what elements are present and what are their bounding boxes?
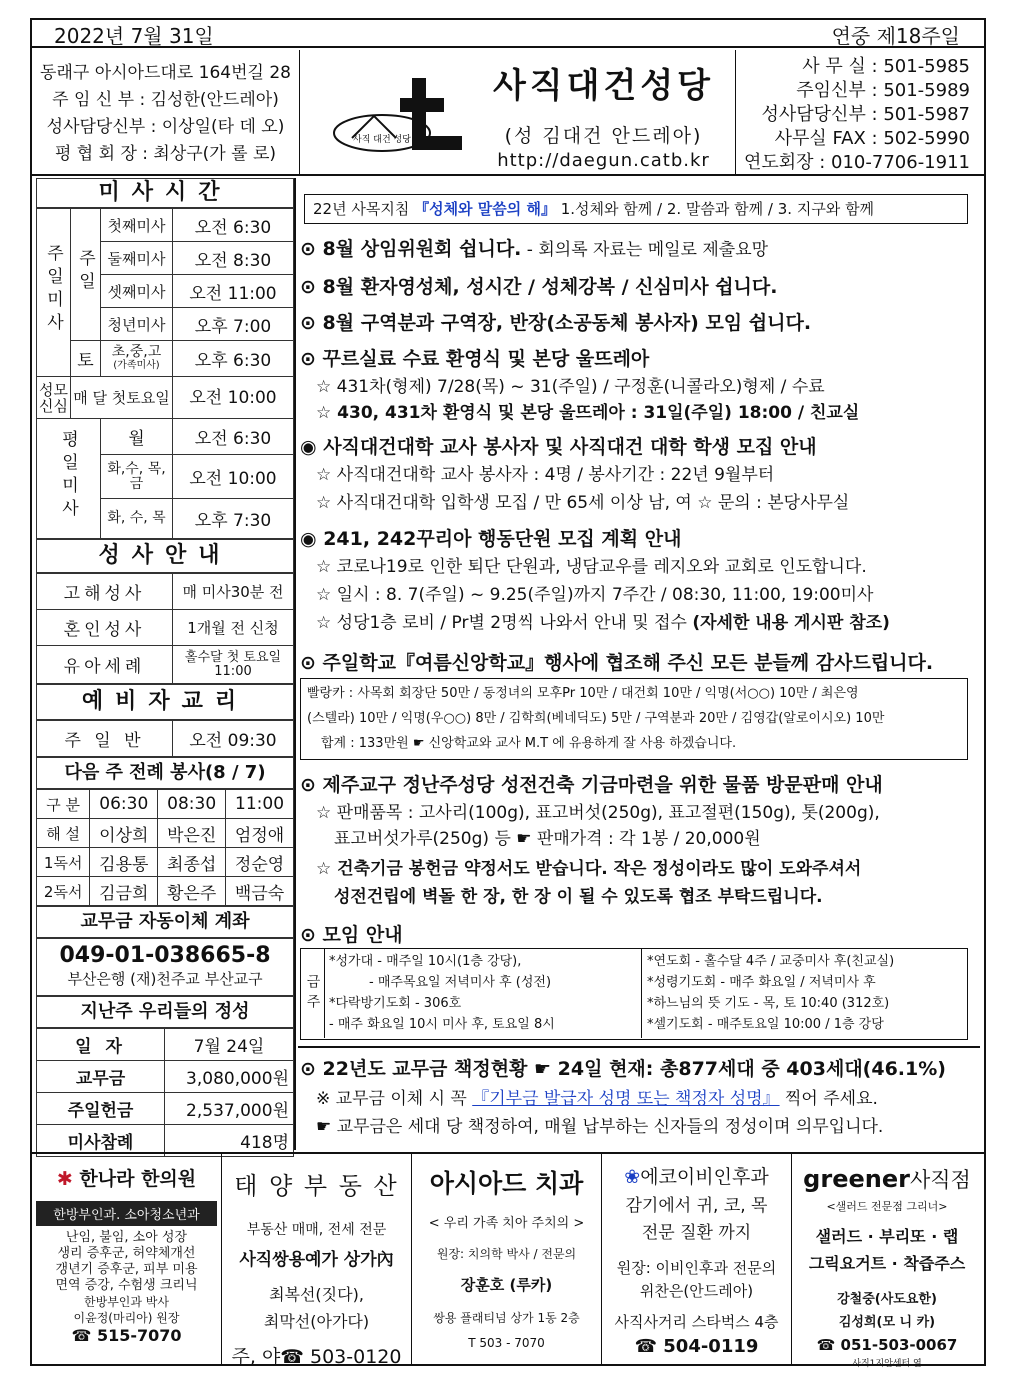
mass-time: 오전 8:30 <box>173 242 294 275</box>
notice-6-line-c <box>316 608 890 633</box>
notice-10-title: 22년도 교무금 책정현황 ☛ 24일 현재: 총877세대 중 403세대(46.1%) <box>322 1058 946 1080</box>
sacrament-name: 유아세례 <box>37 646 173 684</box>
sacrament-name: 고해성사 <box>37 574 173 610</box>
sacrament-value: 1개월 전 신청 <box>173 610 294 646</box>
donation-box <box>300 678 968 760</box>
meeting-divider <box>641 949 642 1038</box>
notice-5-line-a: ☆ 사직대건대학 교사 봉사자 : 4명 / 봉사기간 : 22년 9월부터 <box>316 465 775 485</box>
mass-name: 첫째미사 <box>101 209 173 242</box>
ad-greener <box>792 1154 982 1369</box>
catechism-name: 주 일 반 <box>37 721 173 757</box>
offering-value: 2,537,000원 <box>165 1093 294 1125</box>
notice-8-line-d: 성전건립에 벽돌 한 장, 한 장 이 될 수 있도록 협조 부탁드립니다. <box>334 887 823 907</box>
sat-mass-time: 오후 6:30 <box>173 341 294 377</box>
meeting-box <box>300 948 968 1040</box>
left-column <box>36 178 294 1157</box>
ad-line: 최막선(아가다) <box>263 1312 370 1331</box>
ad-dental-name: 아시아드 치과 <box>429 1169 584 1198</box>
ad-greener-en: greener <box>803 1165 910 1193</box>
service-cell: 이상희 <box>90 819 158 848</box>
service-table <box>36 789 294 906</box>
church-title-block <box>472 50 736 176</box>
notice-10-a-post: 찍어 주세요. <box>779 1089 878 1109</box>
notice-1-rest: - 회의록 자료는 메일로 제출요망 <box>521 240 769 260</box>
church-logo <box>312 58 472 168</box>
account-bank: 부산은행 (재)천주교 부산교구 <box>67 970 263 988</box>
flower-icon: ✱ <box>56 1168 73 1190</box>
offering-name: 교무금 <box>37 1061 165 1093</box>
church-header <box>32 50 984 176</box>
service-cell: 박은진 <box>158 819 226 848</box>
weekday-time: 오후 7:30 <box>173 499 294 539</box>
sacrament-table <box>36 573 294 684</box>
notice-10-line-a <box>316 1084 878 1109</box>
meeting-item: *다락방기도회 - 306호 <box>329 996 462 1011</box>
meeting-item: *셀기도회 - 매주토요일 10:00 / 1층 강당 <box>647 1017 884 1032</box>
notice-7: ⊙ 주일학교『여름신앙학교』행사에 협조해 주신 모든 분들께 감사드립니다. <box>300 652 934 674</box>
service-cell: 최종섭 <box>158 848 226 877</box>
sacrament-name: 혼인성사 <box>37 610 173 646</box>
service-cell: 정순영 <box>226 848 294 877</box>
sacrament-value: 홀수달 첫 토요일 11:00 <box>173 646 294 684</box>
ad-line: 쌍용 플래티넘 상가 1동 2층 <box>433 1311 580 1325</box>
mass-table <box>36 208 294 539</box>
liturgical-week: 연중 제18주일 <box>831 24 960 48</box>
account-number: 049-01-038665-8 <box>59 943 271 968</box>
notice-9: ⊙ 모임 안내 <box>300 924 403 946</box>
column-divider <box>294 178 296 1150</box>
sacrament-value: 매 미사30분 전 <box>173 574 294 610</box>
service-role: 1독서 <box>37 848 90 877</box>
ad-line: 김성희(모 니 카) <box>838 1315 936 1330</box>
ad-greener-title <box>792 1164 982 1194</box>
sacrament-title: 성사안내 <box>36 539 294 573</box>
offering-value: 418명 <box>165 1125 294 1157</box>
notice-3: ⊙ 8월 구역분과 구역장, 반장(소공동체 봉사자) 모임 쉽니다. <box>300 312 812 334</box>
notice-5: ◉ 사직대건대학 교사 봉사자 및 사직대건 대학 학생 모집 안내 <box>300 436 817 458</box>
meeting-item: - 매주 화요일 10시 미사 후, 토요일 8시 <box>329 1017 555 1032</box>
issue-date: 2022년 7월 31일 <box>54 24 214 48</box>
catechism-title: 예비자교리 <box>36 684 294 720</box>
ad-line: <샐러드 전문점 그리너> <box>826 1200 948 1213</box>
meeting-item: *하느님의 뜻 기도 - 목, 토 10:40 (312호) <box>647 996 890 1011</box>
weekday-mass-label: 평일미사 <box>58 430 78 522</box>
notice-10-line-b: ☛ 교무금은 세대 당 책정하여, 매월 납부하는 신자들의 정성이며 의무입니다. <box>316 1117 884 1137</box>
church-info <box>32 50 300 176</box>
ad-line: 면역 증강, 수험생 크리닉 <box>55 1278 198 1293</box>
ad-line: 장훈호 (루카) <box>460 1276 553 1294</box>
saturday-label: 토 <box>71 341 101 377</box>
ad-line: < 우리 가족 치아 주치의 > <box>428 1216 585 1231</box>
notice-10-a-pre: ※ 교무금 이체 시 꼭 <box>316 1089 473 1109</box>
ad-hanuiwon-band: 한방부인과. 소아청소년과 <box>36 1201 217 1226</box>
ad-line: 한방부인과 박사 <box>84 1295 169 1309</box>
phone-office: 사 무 실 : 501-5985 <box>802 56 970 77</box>
offering-name: 일 자 <box>37 1029 165 1061</box>
banner-pre: 22년 사목지침 <box>313 200 415 218</box>
ad-ent-title <box>602 1162 791 1189</box>
ad-line: 사직사거리 스타벅스 4층 <box>614 1313 779 1331</box>
meeting-label <box>301 949 325 1038</box>
service-header: 08:30 <box>158 790 226 819</box>
ad-hanuiwon-title <box>32 1164 221 1191</box>
notice-6-line-a: ☆ 코로나19로 인한 퇴단 단원과, 냉담교우를 레지오와 교회로 인도합니다. <box>316 557 867 577</box>
mass-time: 오전 11:00 <box>173 275 294 308</box>
service-cell: 엄정애 <box>226 819 294 848</box>
meeting-item: - 매주목요일 저녁미사 후 (성전) <box>369 975 552 990</box>
phone-fax: 사무실 FAX : 502-5990 <box>774 128 970 149</box>
ad-realestate <box>222 1154 412 1366</box>
ad-line: 생리 증후군, 허약체개선 <box>57 1246 196 1261</box>
offering-title: 지난주 우리들의 정성 <box>36 996 294 1028</box>
ad-line: 최복선(짓다), <box>269 1285 364 1304</box>
offering-name: 미사참례 <box>37 1125 165 1157</box>
pastoral-guideline-banner <box>304 194 968 224</box>
notice-6-title: 241, 242꾸리아 행동단원 모집 계획 안내 <box>323 528 682 550</box>
notice-3-title: 8월 구역분과 구역장, 반장(소공동체 봉사자) 모임 쉽니다. <box>322 312 812 334</box>
notice-5-title: 사직대건대학 교사 봉사자 및 사직대건 대학 학생 모집 안내 <box>323 436 817 458</box>
phone-yeondo: 연도회장 : 010-7706-1911 <box>743 152 970 173</box>
ad-line: 부동산 매매, 전세 전문 <box>246 1222 387 1238</box>
sunday-mass-label: 주일미사 <box>43 244 63 336</box>
notice-6: ◉ 241, 242꾸리아 행동단원 모집 계획 안내 <box>300 528 682 550</box>
ad-line: 사직쌍용예가 상가內 <box>239 1250 394 1270</box>
notice-4-title: 꾸르실료 수료 환영식 및 본당 울뜨레아 <box>322 348 650 370</box>
ad-line: 원장: 치의학 박사 / 전문의 <box>436 1247 577 1261</box>
mass-name: 둘째미사 <box>101 242 173 275</box>
ad-line: 그릭요거트 · 착즙주스 <box>808 1254 966 1273</box>
catechism-table <box>36 720 294 757</box>
meeting-left <box>329 951 641 1035</box>
church-address: 동래구 아시아드대로 164번길 28 <box>40 63 291 83</box>
notice-5-line-b: ☆ 사직대건대학 입학생 모집 / 만 65세 이상 남, 여 ☆ 문의 : 본당사무실 <box>316 493 850 513</box>
ad-line: 난임, 불임, 소아 성장 <box>65 1230 188 1245</box>
eco-logo-icon: ❀ <box>624 1166 641 1188</box>
notice-4: ⊙ 꾸르실료 수료 환영식 및 본당 울뜨레아 <box>300 348 650 370</box>
weekday-name: 월 <box>101 419 173 455</box>
notice-2: ⊙ 8월 환자영성체, 성시간 / 성체강복 / 신심미사 쉽니다. <box>300 276 778 298</box>
ad-phone: ☎ 504-0119 <box>634 1336 759 1357</box>
sat-mass-sub: (가족미사) <box>113 359 160 371</box>
meeting-item: *성가대 - 매주일 10시(1층 강당), <box>329 954 522 969</box>
ad-line: T 503 - 7070 <box>468 1336 545 1350</box>
service-title: 다음 주 전례 봉사(8 / 7) <box>36 757 294 789</box>
ad-line: 이윤정(마리아) 원장 <box>73 1311 180 1325</box>
notice-8-line-b: 표고버섯가루(250g) 등 ☛ 판매가격 : 각 1봉 / 20,000원 <box>334 829 761 849</box>
ad-phone: ☎ 051-503-0067 <box>816 1336 958 1354</box>
account-box <box>36 938 294 996</box>
holy-time: 오전 10:00 <box>173 377 294 419</box>
pastor-line: 주 임 신 부 : 김성한(안드레아) <box>52 90 279 110</box>
notice-8-title: 제주교구 정난주성당 성전건축 기금마련을 위한 물품 방문판매 안내 <box>322 774 883 796</box>
church-name: 사직대건성당 <box>492 66 715 106</box>
weekday-name: 화, 수, 목 <box>101 499 173 539</box>
notice-9-title: 모임 안내 <box>322 924 403 946</box>
offering-value: 3,080,000원 <box>165 1061 294 1093</box>
ad-line: 갱년기 증후군, 피부 미용 <box>55 1262 198 1277</box>
notice-6-line-c-text: ☆ 성당1층 로비 / Pr별 2명씩 나와서 안내 및 접수 <box>316 613 693 633</box>
notice-8-line-c: ☆ 건축기금 봉헌금 약정서도 받습니다. 작은 정성이라도 많이 도와주셔서 <box>316 859 862 879</box>
ad-ent-name: 에코이비인후과 <box>640 1166 769 1188</box>
ad-hanuiwon <box>32 1154 222 1366</box>
service-cell: 백금숙 <box>226 877 294 906</box>
ad-phone: 주, 야☎ 503-0120 <box>231 1346 402 1368</box>
ad-line: 샐러드 · 부리또 · 랩 <box>815 1227 959 1246</box>
assistant-pastor-line: 성사담당신부 : 이상일(타 데 오) <box>46 117 285 137</box>
church-url[interactable]: http://daegun.catb.kr <box>497 150 710 171</box>
notice-1-title: 8월 상임위원회 쉽니다. <box>322 238 522 260</box>
phone-list <box>738 52 982 172</box>
mass-name: 셋째미사 <box>101 275 173 308</box>
banner-post: 1.성체와 함께 / 2. 말씀과 함께 / 3. 지구와 함께 <box>555 200 875 218</box>
meeting-item: *연도회 - 홀수달 4주 / 교중미사 후(친교실) <box>647 954 895 969</box>
notice-8: ⊙ 제주교구 정난주성당 성전건축 기금마련을 위한 물품 방문판매 안내 <box>300 774 883 796</box>
offering-value: 7월 24일 <box>165 1029 294 1061</box>
notice-8-line-a: ☆ 판매품목 : 고사리(100g), 표고버섯(250g), 표고절편(150g), 톳(200g), <box>316 803 880 823</box>
advertisement-bar <box>32 1152 984 1369</box>
service-header: 11:00 <box>226 790 294 819</box>
account-title: 교무금 자동이체 계좌 <box>36 906 294 938</box>
service-header: 구 분 <box>37 790 90 819</box>
holy-name: 매 달 첫토요일 <box>71 377 173 419</box>
service-role: 해 설 <box>37 819 90 848</box>
ad-hanuiwon-name: 한나라 한의원 <box>79 1168 197 1190</box>
notice-7-title: 주일학교『여름신앙학교』행사에 협조해 주신 모든 분들께 감사드립니다. <box>322 652 934 674</box>
notice-10: ⊙ 22년도 교무금 책정현황 ☛ 24일 현재: 총877세대 중 403세대(46.1%) <box>300 1058 946 1080</box>
donation-total: 합계 : 133만원 ☛ 신앙학교와 교사 M.T 에 유용하게 잘 사용 하겠습니다. <box>321 736 737 751</box>
mass-time: 오후 7:00 <box>173 308 294 341</box>
ad-greener-ko: 사직점 <box>909 1168 971 1192</box>
donation-line: 빨랑카 : 사목회 회장단 50만 / 동정녀의 모후Pr 10만 / 대건회 10만 / 익명(서○○) 10만 / 최은영 <box>307 686 859 701</box>
sat-mass-name: 초,중,고 <box>111 343 162 360</box>
mass-title: 미사시간 <box>36 178 294 208</box>
patron-saint: (성 김대건 안드레아) <box>504 125 703 147</box>
service-role: 2독서 <box>37 877 90 906</box>
weekday-time: 오전 10:00 <box>173 455 294 499</box>
phone-pastor: 주임신부 : 501-5989 <box>796 80 970 101</box>
meeting-right <box>647 951 965 1035</box>
notice-4-line-a: ☆ 431차(형제) 7/28(목) ~ 31(주일) / 구정훈(니콜라오)형제 / 수료 <box>316 377 825 397</box>
mass-name: 청년미사 <box>101 308 173 341</box>
notice-10-a-highlight: 『기부금 발급자 성명 또는 책정자 성명』 <box>472 1089 780 1109</box>
ad-line: 사직1지안센터 옆 <box>852 1359 922 1369</box>
ad-line: 위찬은(안드레아) <box>639 1282 754 1300</box>
service-cell: 김용통 <box>90 848 158 877</box>
mass-time: 오전 6:30 <box>173 209 294 242</box>
notice-1: ⊙ 8월 상임위원회 쉽니다. - 회의록 자료는 메일로 제출요망 <box>300 238 769 260</box>
phone-assistant: 성사담당신부 : 501-5987 <box>761 104 970 125</box>
donation-line: (스텔라) 10만 / 익명(우○○) 8만 / 김학희(베네딕도) 5만 / 구역분과 20만 / 김영갑(알로이시오) 10만 <box>307 711 885 726</box>
weekday-time: 오전 6:30 <box>173 419 294 455</box>
service-cell: 황은주 <box>158 877 226 906</box>
holy-label: 성모신심 <box>37 377 71 419</box>
meeting-label-text: 금주 <box>304 973 321 1014</box>
offering-table <box>36 1028 294 1157</box>
ad-phone: ☎ 515-7070 <box>71 1326 182 1345</box>
offering-name: 주일헌금 <box>37 1093 165 1125</box>
council-president-line: 평 협 회 장 : 최상구(가 롤 로) <box>54 144 277 164</box>
service-header: 06:30 <box>90 790 158 819</box>
ad-realestate-name: 태 양 부 동 산 <box>234 1172 399 1200</box>
ad-line: 강철중(사도요한) <box>837 1292 937 1307</box>
sunday-label: 주일 <box>75 249 95 295</box>
notice-6-line-c-bold: (자세한 내용 게시판 참조) <box>692 613 890 633</box>
date-bar <box>32 18 984 48</box>
notice-2-title: 8월 환자영성체, 성시간 / 성체강복 / 신심미사 쉽니다. <box>322 276 778 298</box>
banner-highlight: 『성체와 말씀의 해』 <box>414 200 556 218</box>
ad-line: 전문 질환 까지 <box>641 1223 752 1243</box>
meeting-item: *성령기도회 - 매주 화요일 / 저녁미사 후 <box>647 975 876 990</box>
ad-ent <box>602 1154 792 1366</box>
catechism-time: 오전 09:30 <box>173 721 294 757</box>
notice-6-line-b: ☆ 일시 : 8. 7(주일) ~ 9.25(주일)까지 7주간 / 08:30, 11:00, 19:00미사 <box>316 585 874 605</box>
notice-4-line-b: ☆ 430, 431차 환영식 및 본당 울뜨레아 : 31일(주일) 18:00 / 친교실 <box>316 403 860 423</box>
ad-dental <box>412 1154 602 1366</box>
section-divider <box>298 1046 980 1048</box>
service-cell: 김금희 <box>90 877 158 906</box>
ad-line: 원장: 이비인후과 전문의 <box>616 1259 777 1277</box>
weekday-name: 화,수, 목,금 <box>101 455 173 499</box>
svg-text:사직 대건 성당: 사직 대건 성당 <box>353 135 411 145</box>
ad-line: 감기에서 귀, 코, 목 <box>625 1196 768 1216</box>
